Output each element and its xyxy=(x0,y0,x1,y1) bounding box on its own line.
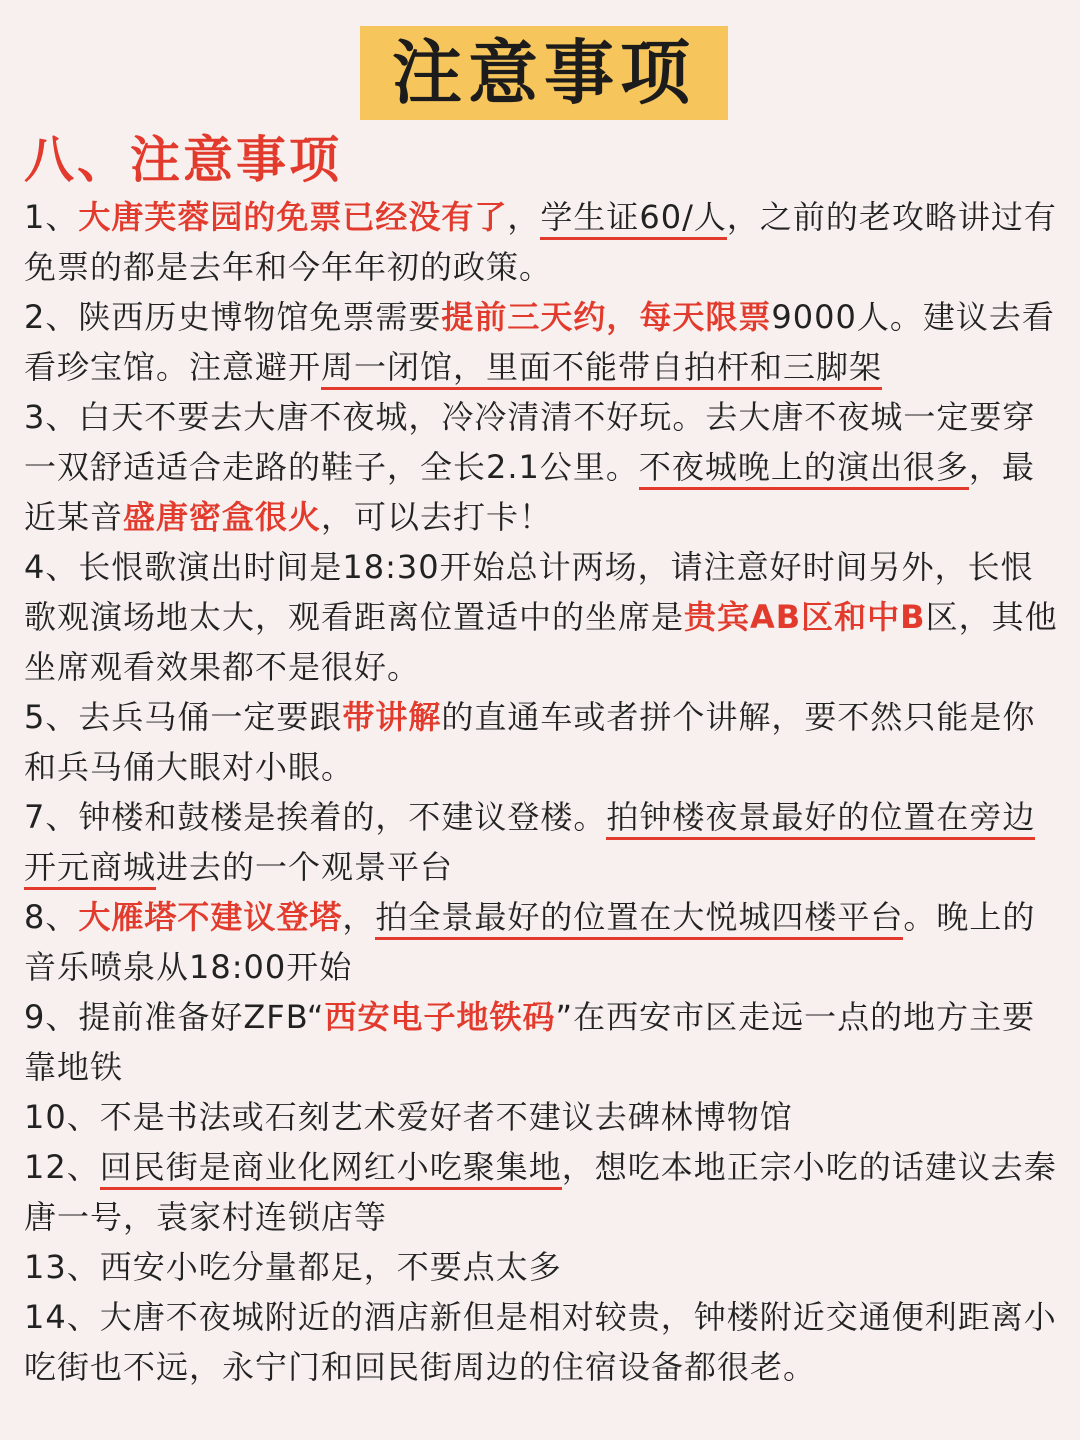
page-title: 注意事项 xyxy=(392,32,696,114)
tip-text: 区，其他坐席观看效果都不是很好。 xyxy=(24,598,1058,686)
underlined-text: 拍钟楼夜景最好的位置在旁边开元商城 xyxy=(24,798,1035,890)
tip-text: 8、 xyxy=(24,898,79,936)
highlight-text: 盛唐密盒很火 xyxy=(123,498,322,536)
tip-item xyxy=(24,1142,1064,1242)
tip-text: ，之前的老攻略讲过有免票的都是去年和今年年初的政策。 xyxy=(24,198,1057,286)
tip-item xyxy=(24,292,1064,392)
tip-text: 14、大唐不夜城附近的酒店新但是相对较贵，钟楼附近交通便利距离小吃街也不远，永宁门和回民街周边的住宿设备都很老。 xyxy=(24,1298,1057,1386)
tips-list xyxy=(24,192,1064,1392)
highlight-text: 大唐芙蓉园的免票已经没有了 xyxy=(78,198,508,236)
highlight-text: 带讲解 xyxy=(342,698,442,736)
highlight-text: 提前三天约，每天限票 xyxy=(441,298,772,336)
tip-text: 13、西安小吃分量都足，不要点太多 xyxy=(24,1248,562,1286)
tip-item xyxy=(24,892,1064,992)
underlined-text: 不夜城晚上的演出很多 xyxy=(639,448,969,490)
tip-text: ，想吃本地正宗小吃的话建议去秦唐一号，袁家村连锁店等 xyxy=(24,1148,1057,1236)
tip-item xyxy=(24,1092,1064,1142)
title-banner xyxy=(360,26,728,120)
tip-item xyxy=(24,1292,1064,1392)
section-heading: 八、注意事项 xyxy=(24,131,342,189)
underlined-text: 拍全景最好的位置在大悦城四楼平台 xyxy=(375,898,903,940)
tip-text: 3、白天不要去大唐不夜城，冷冷清清不好玩。去大唐不夜城一定要穿一双舒适适合走路的鞋子，全长2.1公里。 xyxy=(24,398,1036,486)
highlight-text: 贵宾AB区和中B xyxy=(684,598,926,636)
tip-text: 2、陕西历史博物馆免票需要 xyxy=(24,298,442,336)
tip-text: ”在西安市区走远一点的地方主要靠地铁 xyxy=(24,998,1036,1086)
tip-text: 7、钟楼和鼓楼是挨着的，不建议登楼。 xyxy=(24,798,607,836)
tip-text: 9、提前准备好ZFB“ xyxy=(24,998,325,1036)
tip-text: 12、 xyxy=(24,1148,100,1186)
highlight-text: 大雁塔不建议登塔 xyxy=(78,898,343,936)
underlined-text: 周一闭馆，里面不能带自拍杆和三脚架 xyxy=(321,348,882,390)
tip-text: 1、 xyxy=(24,198,79,236)
underlined-text: 学生证60/人 xyxy=(540,198,727,240)
tip-text: 的直通车或者拼个讲解，要不然只能是你和兵马俑大眼对小眼。 xyxy=(24,698,1036,786)
tip-item xyxy=(24,692,1064,792)
tip-text: 9000人。建议去看看珍宝馆。注意避开 xyxy=(24,298,1055,386)
tip-item xyxy=(24,792,1064,892)
tip-text: 进去的一个观景平台 xyxy=(156,848,454,886)
tip-text: ， xyxy=(342,898,376,936)
tip-text: 4、长恨歌演出时间是18:30开始总计两场，请注意好时间另外，长恨歌观演场地太大，观看距离位置适中的坐席是 xyxy=(24,548,1034,636)
tip-item xyxy=(24,992,1064,1092)
tip-text: ， xyxy=(507,198,541,236)
highlight-text: 西安电子地铁码 xyxy=(324,998,556,1036)
tip-text: 10、不是书法或石刻艺术爱好者不建议去碑林博物馆 xyxy=(24,1098,793,1136)
tip-text: 5、去兵马俑一定要跟 xyxy=(24,698,343,736)
tip-text: ，可以去打卡！ xyxy=(321,498,553,536)
underlined-text: 回民街是商业化网红小吃聚集地 xyxy=(100,1148,562,1190)
tip-item xyxy=(24,192,1064,292)
tip-item xyxy=(24,1242,1064,1292)
tip-text: ，最近某音 xyxy=(24,448,1035,536)
tip-item xyxy=(24,392,1064,542)
tip-text: 。晚上的音乐喷泉从18:00开始 xyxy=(24,898,1036,986)
tip-item xyxy=(24,542,1064,692)
